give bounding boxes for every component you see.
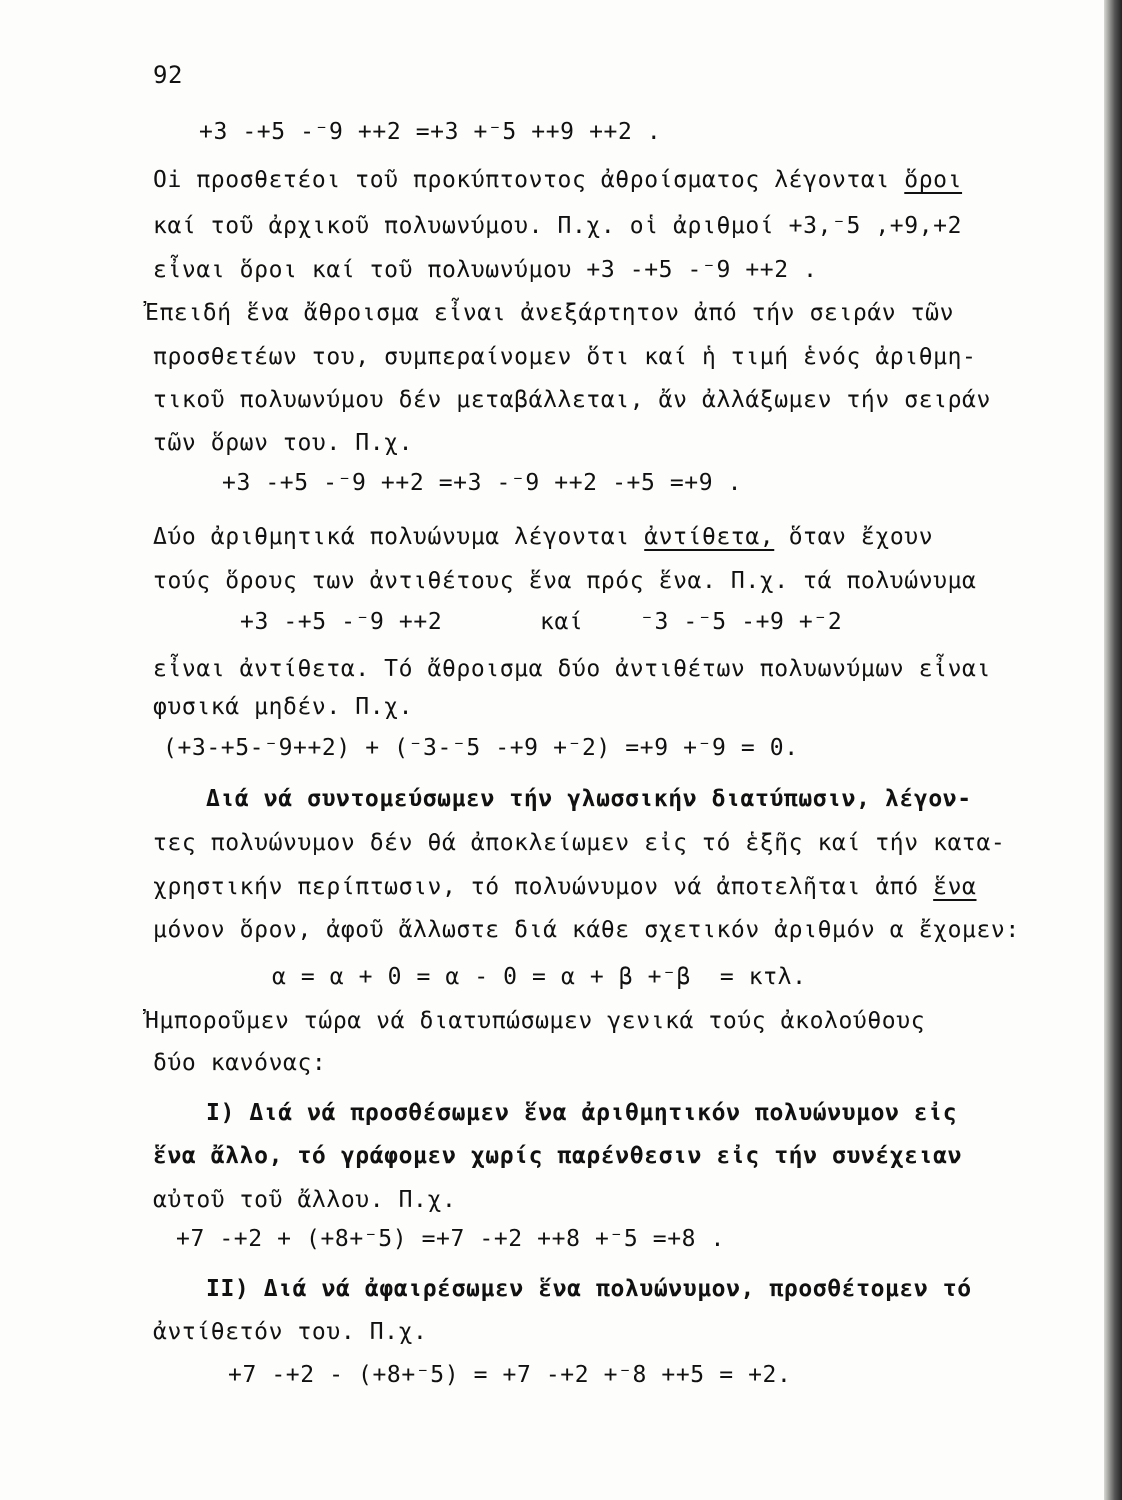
text-line: καί [540, 609, 584, 635]
text-line: ἕνα ἄλλο, τό γράφομεν χωρίς παρένθεσιν εἰς τήν συνέχειαν [153, 1143, 963, 1169]
text-line: α = α + 0 = α - 0 = α + β +⁻β = κτλ. [272, 964, 807, 990]
text-line: +3 -+5 -⁻9 ++2 =+3 -⁻9 ++2 -+5 =+9 . [222, 470, 743, 496]
text-line: ΙΙ) Διά νά ἀφαιρέσωμεν ἕνα πολυώνυμον, προσθέτομεν τό [206, 1276, 972, 1302]
text-line [153, 522, 933, 552]
text-line: Ι) Διά νά προσθέσωμεν ἕνα ἀριθμητικόν πολυώνυμον εἰς [206, 1100, 958, 1126]
text-line: μόνον ὅρον, ἀφοῦ ἄλλωστε διά κάθε σχετικόν ἀριθμόν α ἔχομεν: [153, 917, 1020, 943]
text-line: Ἠμποροῦμεν τώρα νά διατυπώσωμεν γενικά τούς ἀκολούθους [145, 1008, 926, 1034]
text-line: φυσικά μηδέν. Π.χ. [153, 694, 414, 720]
text-line: +3 -+5 -⁻9 ++2 [240, 609, 443, 635]
underlined-term: ὅροι [904, 167, 963, 193]
text-line: ἀντίθετόν του. Π.χ. [153, 1319, 428, 1345]
text-line: +7 -+2 - (+8+⁻5) = +7 -+2 +⁻8 ++5 = +2. [228, 1362, 792, 1388]
text-line: καί τοῦ ἀρχικοῦ πολυωνύμου. Π.χ. οἱ ἀριθμοί +3,⁻5 ,+9,+2 [153, 213, 963, 239]
text-line: ⁻3 -⁻5 -+9 +⁻2 [640, 609, 843, 635]
text-line: τούς ὅρους των ἀντιθέτους ἕνα πρός ἕνα. Π.χ. τά πολυώνυμα [153, 568, 977, 594]
text-line: δύο κανόνας: [153, 1050, 327, 1076]
text-line: τες πολυώνυμον δέν θά ἀποκλείωμεν εἰς τό ἑξῆς καί τήν κατα- [153, 830, 1006, 856]
text-line: προσθετέων του, συμπεραίνομεν ὅτι καί ἡ τιμή ἑνός ἀριθμη- [153, 344, 977, 370]
text-line: αὐτοῦ τοῦ ἄλλου. Π.χ. [153, 1187, 457, 1213]
text-line [153, 872, 977, 902]
text-segment: ὅταν ἔχουν [774, 524, 934, 550]
text-line: Ἐπειδή ἕνα ἄθροισμα εἶναι ἀνεξάρτητον ἀπό τήν σειράν τῶν [145, 300, 955, 326]
underlined-term: ἀντίθετα, [644, 524, 775, 550]
text-line: τῶν ὅρων του. Π.χ. [153, 430, 414, 456]
text-line: +3 -+5 -⁻9 ++2 =+3 +⁻5 ++9 ++2 . [199, 119, 662, 145]
text-line: Διά νά συντομεύσωμεν τήν γλωσσικήν διατύπωσιν, λέγον- [206, 786, 972, 812]
page-number: 92 [153, 61, 184, 89]
page-edge-shadow [1104, 0, 1122, 1500]
text-line: εἶναι ἀντίθετα. Τό ἄθροισμα δύο ἀντιθέτων πολυωνύμων εἶναι [153, 656, 991, 682]
text-line: εἶναι ὅροι καί τοῦ πολυωνύμου +3 -+5 -⁻9 ++2 . [153, 257, 818, 283]
text-line: +7 -+2 + (+8+⁻5) =+7 -+2 ++8 +⁻5 =+8 . [176, 1226, 725, 1252]
text-segment: Oi προσθετέοι τοῦ προκύπτοντος ἀθροίσματος λέγονται [153, 167, 905, 193]
text-line: (+3-+5-⁻9++2) + (⁻3-⁻5 -+9 +⁻2) =+9 +⁻9 = 0. [163, 735, 799, 761]
underlined-term: ἕνα [933, 874, 977, 900]
text-segment: Δύο ἀριθμητικά πολυώνυμα λέγονται [153, 524, 645, 550]
text-line: τικοῦ πολυωνύμου δέν μεταβάλλεται, ἄν ἀλλάξωμεν τήν σειράν [153, 387, 991, 413]
text-line [153, 165, 962, 195]
text-segment: χρηστικήν περίπτωσιν, τό πολυώνυμον νά ἀποτελῆται ἀπό [153, 874, 934, 900]
